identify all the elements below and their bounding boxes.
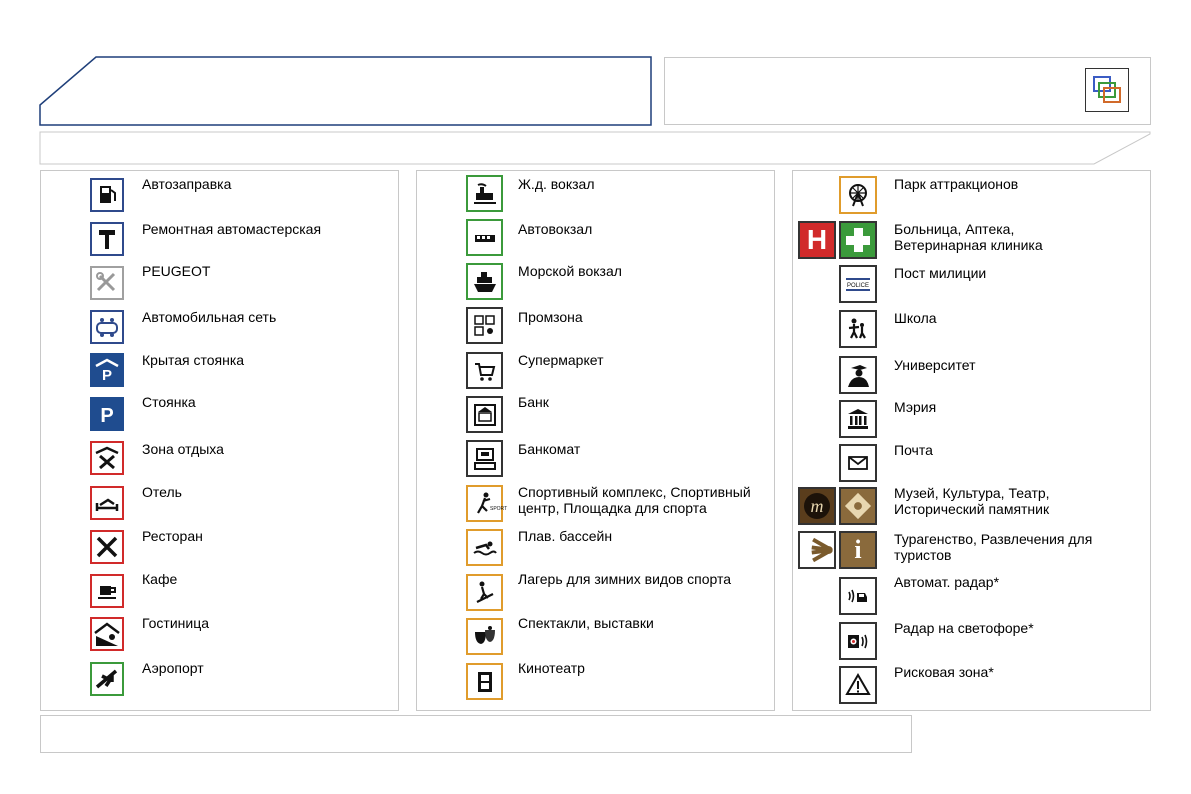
bed-icon	[90, 486, 124, 520]
legend-label: Стоянка	[142, 394, 196, 410]
legend-label: Мэрия	[894, 399, 937, 415]
legend-label: Университет	[894, 357, 976, 373]
legend-label: Ремонтная автомастерская	[142, 221, 322, 237]
legend-label: Рисковая зона*	[894, 664, 994, 680]
copy-windows-icon[interactable]	[1085, 68, 1129, 112]
legend-label: Турагенство, Развлечения для туристов	[894, 531, 1093, 563]
parking-icon	[90, 397, 124, 431]
fork-knife-icon	[90, 530, 124, 564]
airplane-icon	[90, 662, 124, 696]
legend-label: Кафе	[142, 571, 178, 587]
legend-label: Спектакли, выставки	[518, 615, 654, 631]
speed-camera-icon	[839, 577, 877, 615]
inn-icon	[90, 617, 124, 651]
legend-label: Плав. бассейн	[518, 528, 613, 544]
rest-area-icon	[90, 441, 124, 475]
legend-label: Зона отдыха	[142, 441, 224, 457]
car-network-icon	[90, 310, 124, 344]
theatre-masks-icon	[466, 618, 503, 655]
legend-label: Ж.д. вокзал	[518, 176, 595, 192]
bank-icon	[466, 396, 503, 433]
legend-label: Автовокзал	[518, 221, 593, 237]
legend-label: Радар на светофоре*	[894, 620, 1034, 636]
school-icon	[839, 310, 877, 348]
peugeot-service-icon	[90, 266, 124, 300]
legend-label: Парк аттракционов	[894, 176, 1019, 192]
legend-label: Школа	[894, 310, 937, 326]
warning-triangle-icon	[839, 666, 877, 704]
wrench-icon	[90, 222, 124, 256]
bus-icon	[466, 219, 503, 256]
legend-label: Ресторан	[142, 528, 203, 544]
legend-label: Спортивный комплекс, Спортивный центр, Площадка для спорта	[518, 484, 751, 516]
legend-label: Супермаркет	[518, 352, 604, 368]
legend-label: Крытая стоянка	[142, 352, 245, 368]
legend-label: Банк	[518, 394, 549, 410]
legend-label: Банкомат	[518, 441, 581, 457]
film-icon	[466, 663, 503, 700]
legend-label: PEUGEOT	[142, 263, 211, 279]
legend-label: Лагерь для зимних видов спорта	[518, 571, 732, 587]
ferris-wheel-icon	[839, 176, 877, 214]
header-tab	[38, 56, 654, 127]
ship-icon	[466, 263, 503, 300]
museum-monument-icon: m	[798, 487, 878, 525]
police-icon	[839, 265, 877, 303]
svg-text:POLICE: POLICE	[846, 283, 870, 289]
ski-icon	[466, 574, 503, 611]
legend-label: Морской вокзал	[518, 263, 622, 279]
legend-label: Почта	[894, 442, 933, 458]
legend-label: Промзона	[518, 309, 583, 325]
legend-label: Кинотеатр	[518, 660, 585, 676]
industrial-zone-icon	[466, 307, 503, 344]
university-icon	[839, 356, 877, 394]
legend-label: Музей, Культура, Театр, Исторический памятник	[894, 485, 1050, 517]
coffee-cup-icon	[90, 574, 124, 608]
svg-text:P: P	[101, 367, 113, 384]
header-right-box	[664, 57, 1151, 125]
legend-label: Автомат. радар*	[894, 574, 1000, 590]
sport-icon	[466, 485, 507, 522]
atm-icon	[466, 440, 503, 477]
covered-parking-icon	[90, 353, 124, 387]
legend-label: Автозаправка	[142, 176, 232, 192]
legend-label: Автомобильная сеть	[142, 309, 277, 325]
legend-label: Пост милиции	[894, 265, 987, 281]
shopping-cart-icon	[466, 352, 503, 389]
legend-label: Гостиница	[142, 615, 210, 631]
svg-text:SPORT: SPORT	[489, 505, 507, 512]
traffic-light-camera-icon	[839, 622, 877, 660]
swimming-icon	[466, 529, 503, 566]
town-hall-icon	[839, 400, 877, 438]
envelope-icon	[839, 444, 877, 482]
tourist-info-icon: i	[798, 531, 878, 569]
footer-note-box	[40, 715, 912, 753]
fuel-pump-icon	[90, 178, 124, 212]
legend-label: Аэропорт	[142, 660, 204, 676]
legend-label: Больница, Аптека, Ветеринарная клиника	[894, 221, 1043, 253]
train-icon	[466, 175, 503, 212]
hospital-pharmacy-icon: H	[798, 221, 878, 259]
title-bar	[39, 131, 1152, 166]
svg-text:P: P	[100, 405, 114, 427]
legend-label: Отель	[142, 484, 182, 500]
